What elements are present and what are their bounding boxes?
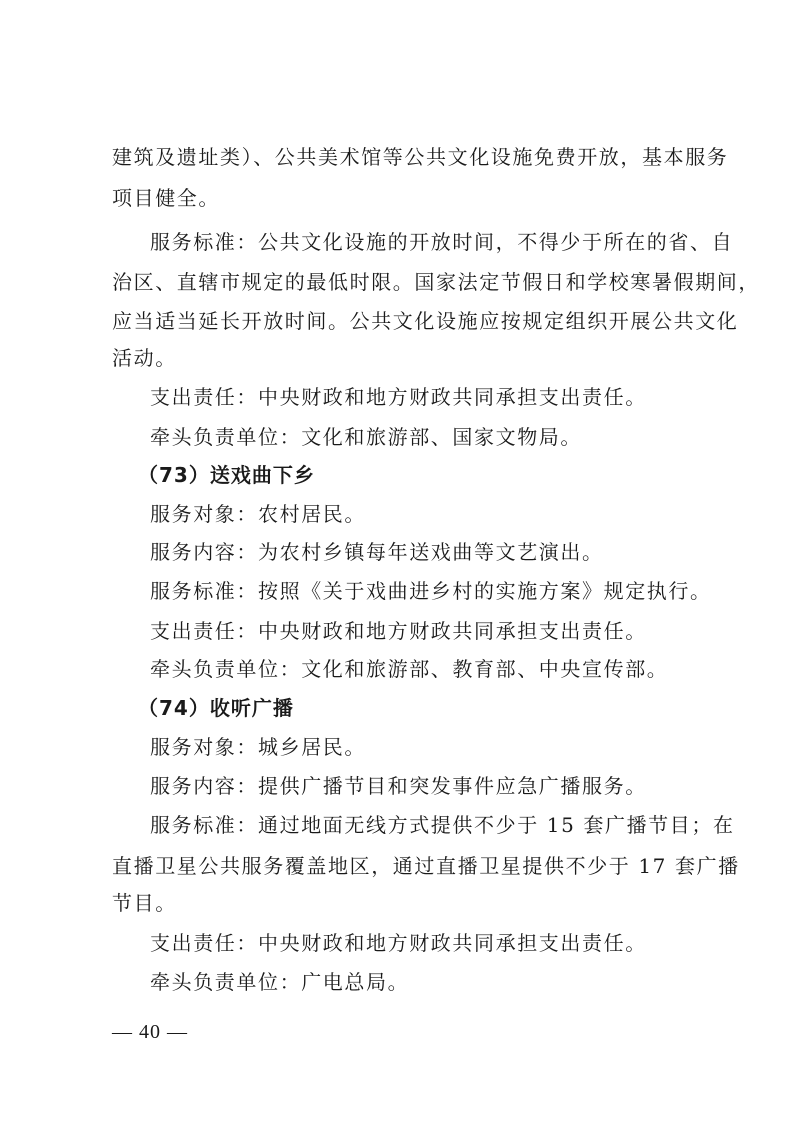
body-text-line: 支出责任：中央财政和地方财政共同承担支出责任。 <box>150 619 647 643</box>
section-heading: （74）收听广播 <box>138 696 294 720</box>
body-text-line: 应当适当延长开放时间。公共文化设施应按规定组织开展公共文化 <box>112 309 739 333</box>
body-text-line: 服务对象：城乡居民。 <box>150 735 366 759</box>
body-text-line: 服务内容：为农村乡镇每年送戏曲等文艺演出。 <box>150 540 604 564</box>
body-text-line: 牵头负责单位：文化和旅游部、国家文物局。 <box>150 425 582 449</box>
body-text-line: 服务标准：通过地面无线方式提供不少于 15 套广播节目；在 <box>150 813 735 837</box>
body-text-line: 牵头负责单位：文化和旅游部、教育部、中央宣传部。 <box>150 657 669 681</box>
body-text-line: 支出责任：中央财政和地方财政共同承担支出责任。 <box>150 385 647 409</box>
page-number: — 40 — <box>112 1021 188 1043</box>
body-text-line: 支出责任：中央财政和地方财政共同承担支出责任。 <box>150 931 647 955</box>
section-heading: （73）送戏曲下乡 <box>138 463 315 487</box>
body-text-line: 活动。 <box>112 346 177 370</box>
body-text-line: 项目健全。 <box>112 186 220 210</box>
body-text-line: 节目。 <box>112 891 177 915</box>
body-text-line: 直播卫星公共服务覆盖地区，通过直播卫星提供不少于 17 套广播 <box>112 854 740 878</box>
body-text-line: 牵头负责单位：广电总局。 <box>150 970 410 994</box>
body-text-line: 治区、直辖市规定的最低时限。国家法定节假日和学校寒暑假期间， <box>112 270 760 294</box>
body-text-line: 建筑及遗址类）、公共美术馆等公共文化设施免费开放，基本服务 <box>112 145 729 169</box>
body-text-line: 服务标准：按照《关于戏曲进乡村的实施方案》规定执行。 <box>150 579 712 603</box>
body-text-line: 服务内容：提供广播节目和突发事件应急广播服务。 <box>150 774 647 798</box>
body-text-line: 服务对象：农村居民。 <box>150 502 366 526</box>
body-text-line: 服务标准：公共文化设施的开放时间，不得少于所在的省、自 <box>150 230 734 254</box>
